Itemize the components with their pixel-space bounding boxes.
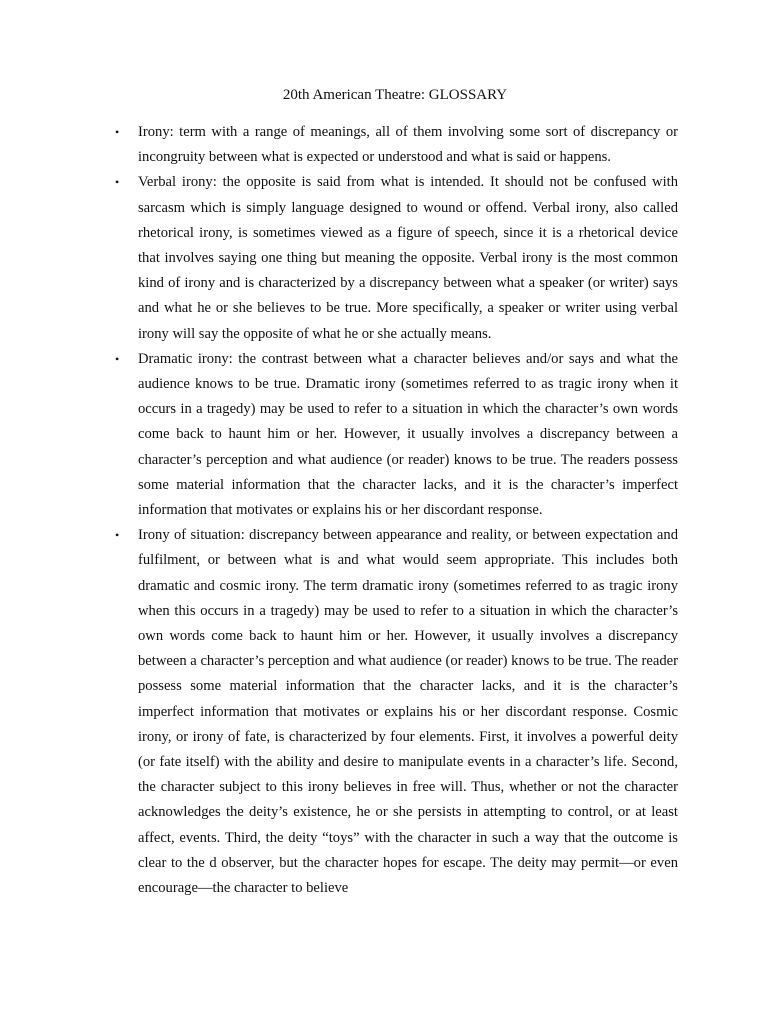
bullet-icon: •: [115, 125, 120, 139]
glossary-entry-irony: [115, 120, 678, 170]
glossary-entry-verbal-irony: [115, 170, 678, 346]
glossary-list: [115, 120, 678, 901]
bullet-icon: •: [115, 351, 120, 366]
glossary-entry-dramatic-irony: [115, 347, 678, 523]
bullet-icon: •: [115, 175, 120, 190]
glossary-entry-text: Verbal irony: the opposite is said from what is intended. It should not be confused with sarcasm which is simply language designed to wound or offend. Verbal irony, also called rhetorical irony, is sometimes viewed as a figure of speech, since it is a rhetorical device that involves saying one thing but meaning the opposite. Verbal irony is the most common kind of irony and is characterized by a discrepancy between what a speaker (or writer) says and what he or she believes to be true. More specifically, a speaker or writer using verbal irony will say the opposite of what he or she actually means.: [138, 174, 678, 342]
glossary-entry-text: Irony: term with a range of meanings, all of them involving some sort of discrepancy or incongruity between what is expected or understood and what is said or happens.: [138, 124, 678, 166]
glossary-entry-text: Irony of situation: discrepancy between appearance and reality, or between expectation and fulfilment, or between what is and what would seem appropriate. This includes both dramatic and cosmic irony. The term dramatic irony (sometimes referred to as tragic irony when this occurs in a tragedy) may be used to refer to a situation in which the character’s own words come back to haunt him or her. However, it usually involves a discrepancy between a character’s perception and what audience (or reader) knows to be true. The reader possess some material information that the character lacks, and it is the character’s imperfect information that motivates or explains his or her discordant response. Cosmic irony, or irony of fate, is characterized by four elements. First, it involves a powerful deity (or fate itself) with the ability and desire to manipulate events in a character’s life. Second, the character subject to this irony believes in free will. Thus, whether or not the character acknowledges the deity’s existence, he or she persists in attempting to control, or at least affect, events. Third, the deity “toys” with the character in such a way that the outcome is clear to the d observer, but the character hopes for escape. The deity may permit—or even encourage—the character to believe: [138, 527, 678, 897]
glossary-entry-irony-of-situation: [115, 523, 678, 901]
bullet-icon: •: [115, 528, 120, 543]
glossary-entry-text: Dramatic irony: the contrast between what a character believes and/or says and what the audience knows to be true. Dramatic irony (sometimes referred to as tragic irony when it occurs in a tragedy) may be used to refer to a situation in which the character’s own words come back to haunt him or her. However, it usually involves a discrepancy between a character’s perception and what audience (or reader) knows to be true. The readers possess some material information that the character lacks, and it is the character’s imperfect information that motivates or explains his or her discordant response.: [138, 350, 678, 519]
page-title: 20th American Theatre: GLOSSARY: [282, 87, 508, 103]
